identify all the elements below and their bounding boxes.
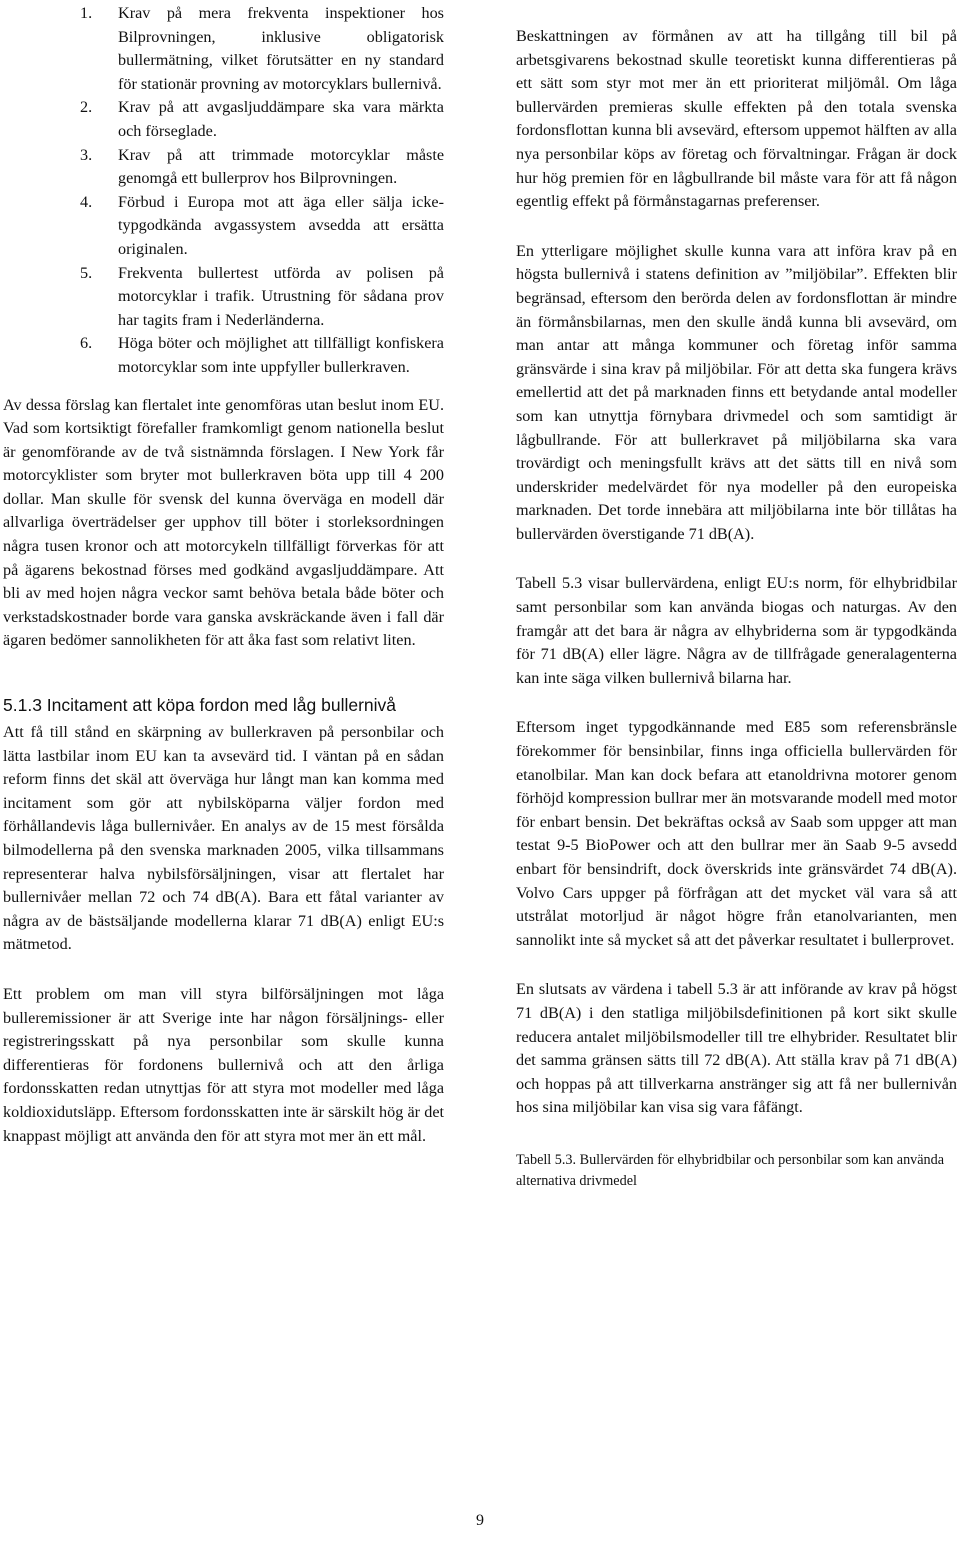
left-column	[3, 0, 444, 1148]
list-item-text: Krav på mera frekventa inspektioner hos Bilprovningen, inklusive obligatorisk bullermätning, vilket förutsätter en ny standard för stationär provning av motorcyklars bullernivå.	[118, 4, 444, 93]
paragraph: Tabell 5.3 visar bullervärdena, enligt EU:s norm, för elhybridbilar samt personbilar som kan använda biogas och naturgas. Av den framgår att det bara är några av elhybriderna som är typgodkända för 71 dB(A) eller lägre. Några av de tillfrågade generalagenterna kan inte säga vilken bullernivå bilarna har.	[516, 574, 957, 687]
table-caption: Tabell 5.3. Bullervärden för elhybridbilar och personbilar som kan använda alternativa drivmedel	[516, 1151, 945, 1189]
list-item-number: 6.	[80, 334, 93, 353]
section-heading: 5.1.3 Incitament att köpa fordon med låg bullernivå	[3, 695, 397, 716]
list-item-number: 1.	[80, 4, 93, 22]
paragraph: Att få till stånd en skärpning av bullerkraven på personbilar och lätta lastbilar inom EU kan ta avsevärd tid. I väntan på en sådan reform finns det skäl att överväga hur långt man kan komma med incitament som gör att nybilsköparna väljer fordon med förhållandevis låga bullernivåer. En analys av de 15 mest försålda bilmodellerna på den svenska marknaden 2005, vilka tillsammans representerar halva nybilsförsäljningen, visar att flertalet har bullernivåer mellan 72 och 74 dB(A). Bara ett fåtal varianter av några av de bästsäljande modellerna klarar 71 dB(A) enligt EU:s mätmetod.	[3, 723, 444, 954]
list-item-text: Förbud i Europa mot att äga eller sälja icke-typgodkända avgassystem avsedda att ersätta originalen.	[118, 192, 444, 258]
list-item	[3, 2, 444, 96]
page-number: 9	[476, 1512, 484, 1529]
proposal-list	[3, 2, 444, 380]
list-item	[3, 262, 444, 333]
paragraph: En ytterligare möjlighet skulle kunna vara att införa krav på en högsta bullernivå i statens definition av ”miljöbilar”. Effekten blir begränsad, eftersom den berörda delen av fordonsflottan är mindre än förmånsbilarnas, men den skulle ändå kunna bli avsevärd, om man antar att många kommuner och företag inför samma gränsvärde i sina krav på miljöbilar. För att detta ska fungera krävs emellertid att det på marknaden finns ett betydande antal modeller som kan utnyttja förnybara drivmedel och som samtidigt är lågbullrande. För att bullerkravet på miljöbilarna ska vara trovärdigt och meningsfullt krävs att det sätts till en nivå som underskrider medelvärdet för nya modeller på den europeiska marknaden. Det torde innebära att miljöbilarna inte bör tillåtas ha bullervärden överstigande 71 dB(A).	[516, 241, 957, 543]
list-item	[3, 332, 444, 379]
list-item-number: 3.	[80, 145, 93, 164]
list-item	[3, 96, 444, 143]
list-item-text: Frekventa bullertest utförda av polisen på motorcyklar i trafik. Utrustning för sådana prov har tagits fram i Nederländerna.	[118, 263, 444, 329]
list-item	[3, 191, 444, 262]
list-item-text: Höga böter och möjlighet att tillfälligt konfiskera motorcyklar som inte uppfyller bullerkraven.	[118, 334, 444, 376]
list-item-text: Krav på att avgasljuddämpare ska vara märkta och förseglade.	[118, 98, 444, 140]
list-item-number: 5.	[80, 263, 93, 282]
paragraph: Ett problem om man vill styra bilförsäljningen mot låga bulleremissioner är att Sverige inte har någon försäljnings- eller registreringsskatt på nya personbilar som skulle kunna differentieras för fordonens bullernivå och att den årliga fordonsskatten redan utnyttjas för att styra mot modeller med låga koldioxidutsläpp. Eftersom fordonsskatten inte är särskilt hög är det knappast möjligt att använda den för att styra mot mer än ett mål.	[3, 984, 444, 1145]
list-item	[3, 144, 444, 191]
list-item-number: 4.	[80, 192, 93, 211]
paragraph: Eftersom inget typgodkännande med E85 som referensbränsle förekommer för bensinbilar, finns inga officiella bullervärden för etanolbilar. Man kan dock befara att etanoldrivna motorer genom förhöjd kompression bullrar mer än motsvarande modell med motor för enbart bensin. Det bekräftas också av Saab som uppger att man testat 9-5 BioPower och att den bullrar mer än Saab 9-5 avsedd enbart för bensindrift, dock överskrids inte gränsvärdet 74 dB(A). Volvo Cars uppger på förfrågan att det mycket väl vara så att utstrålat motorljud är något högre från etanolvarianten, men sannolikt inte så mycket så att det påverkar resultatet i bullerprovet.	[516, 718, 957, 949]
paragraph: Beskattningen av förmånen av att ha tillgång till bil på arbetsgivarens bekostnad skulle teoretiskt kunna differentieras på ett sätt som styr mot mer än ett prioriterat miljömål. Om låga bullervärden premieras skulle effekten på den totala svenska fordonsflottan kunna bli avsevärd, eftersom uppemot hälften av alla nya personbilar köps av företag och förvaltningar. Frågan är dock hur hög premien för en lågbullrande bil måste vara för att få någon egentlig effekt på förmånstagarnas preferenser.	[516, 27, 957, 211]
paragraph: En slutsats av värdena i tabell 5.3 är att införande av krav på högst 71 dB(A) i den statliga miljöbilsdefinitionen på kort sikt skulle reducera antalet miljöbilsmodeller till tre elhybrider. Resultatet blir det samma gränsen sätts till 72 dB(A). Att ställa krav på 71 dB(A) och hoppas på att tillverkarna anstränger sig att få ner bullernivån hos sina miljöbilar kan visa sig vara fåfängt.	[516, 980, 957, 1117]
list-item-text: Krav på att trimmade motorcyklar måste genomgå ett bullerprov hos Bilprovningen.	[118, 145, 444, 188]
right-column	[516, 0, 957, 1192]
list-item-number: 2.	[80, 98, 93, 117]
paragraph: Av dessa förslag kan flertalet inte genomföras utan beslut inom EU. Vad som kortsiktigt förefaller framkomligt genom nationella beslut är genomförande av de två sistnämnda förslagen. I New York får motorcyklister som bryter mot bullerkraven böta upp till 4 200 dollar. Man skulle för svensk del kunna överväga en modell där allvarliga överträdelser ger upphov till böter i storleksordningen några tusen kronor och att motorcykeln tillfälligt förverkas för att på ägarens bekostnad förses med godkänd avgasljuddämpare. Att bli av med hojen några veckor samt behöva betala både böter och verkstadskostnader borde vara ganska avskräckande även i fall där ägaren bedömer sannolikheten för att åka fast som relativt liten.	[3, 395, 444, 650]
